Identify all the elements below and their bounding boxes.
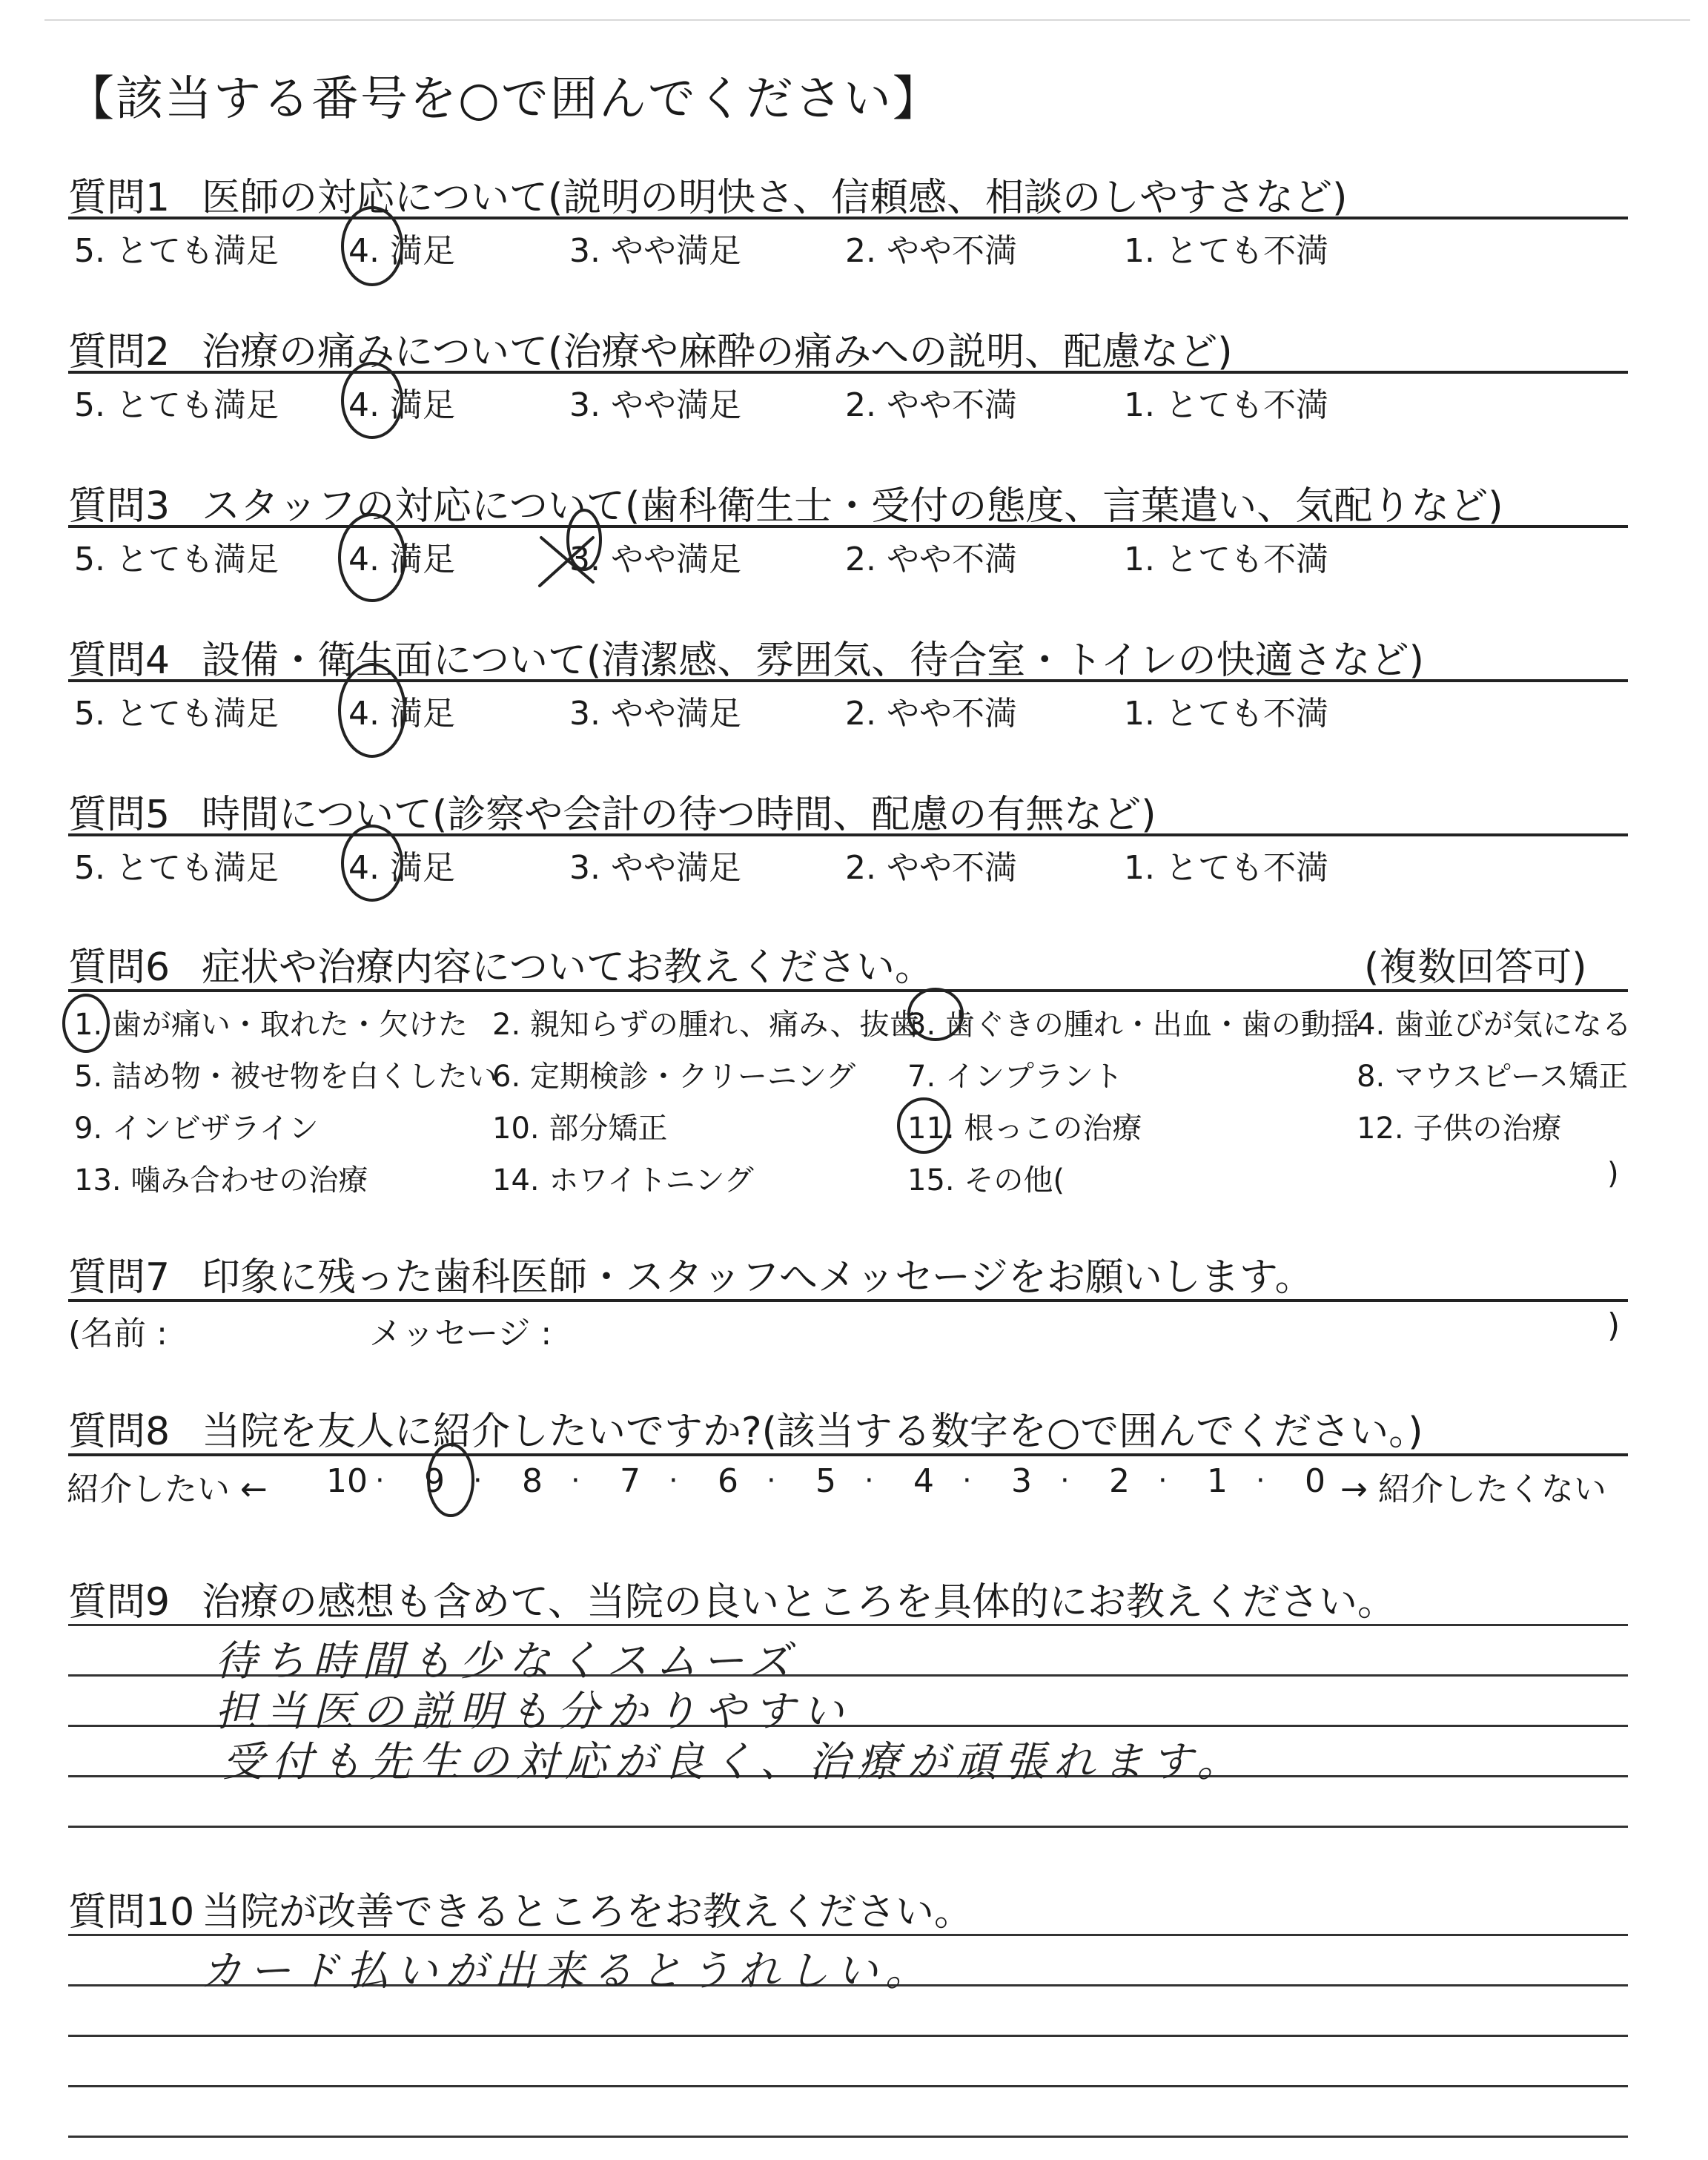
q4-text: 設備・衛生面について(清潔感、雰囲気、待合室・トイレの快適さなど) (202, 638, 1424, 683)
q1-option-3[interactable]: 3. やや満足 (569, 232, 741, 270)
q8-separator-dot: · (864, 1464, 874, 1498)
q3-option-2[interactable]: 2. やや不満 (845, 541, 1017, 578)
q8-number-0[interactable]: 0 (1305, 1462, 1325, 1500)
q1-option-5[interactable]: 5. とても満足 (74, 232, 279, 270)
q4-option-5[interactable]: 5. とても満足 (74, 695, 279, 733)
q4-option-4[interactable]: 4. 満足 (348, 695, 455, 733)
q3-option-5[interactable]: 5. とても満足 (74, 541, 279, 578)
q6-option-10[interactable]: 10. 部分矯正 (492, 1112, 668, 1146)
q9-label: 質問9 (68, 1580, 171, 1625)
q8-number-6[interactable]: 6 (718, 1462, 738, 1500)
q6-option-15[interactable]: 15. その他( (907, 1163, 1065, 1198)
q8-separator-dot: · (669, 1464, 678, 1498)
q9-answer-line-2: 担当医の説明も分かりやすい (215, 1688, 851, 1736)
q8-right-label: → 紹介したくない (1340, 1470, 1606, 1508)
q5-selection-circle (342, 826, 402, 900)
q8-separator-dot: · (473, 1464, 483, 1498)
q10-label: 質問10 (68, 1890, 195, 1935)
q4-selection-circle (340, 664, 405, 756)
q8-number-3[interactable]: 3 (1011, 1462, 1032, 1500)
q6-option-4[interactable]: 4. 歯並びが気になる (1357, 1008, 1632, 1042)
q6-option-7[interactable]: 7. インプラント (907, 1060, 1123, 1094)
q3-option-4[interactable]: 4. 満足 (348, 541, 455, 578)
q7-label: 質問7 (68, 1255, 171, 1300)
q8-number-1[interactable]: 1 (1207, 1462, 1228, 1500)
q6-option-11[interactable]: 11. 根っこの治療 (907, 1112, 1142, 1146)
q1-option-4[interactable]: 4. 満足 (348, 232, 455, 270)
q8-left-label: 紹介したい ← (67, 1470, 268, 1508)
q8-number-8[interactable]: 8 (522, 1462, 543, 1500)
q8-number-10[interactable]: 10 (326, 1462, 368, 1500)
q2-text: 治療の痛みについて(治療や麻酔の痛みへの説明、配慮など) (202, 330, 1233, 374)
q2-selection-circle (342, 363, 402, 437)
q2-option-3[interactable]: 3. やや満足 (569, 386, 741, 424)
q8-number-2[interactable]: 2 (1109, 1462, 1130, 1500)
q2-option-2[interactable]: 2. やや不満 (845, 386, 1017, 424)
q9-answer-line-3: 受付も先生の対応が良く、治療が頑張れます。 (222, 1738, 1246, 1786)
q3-option-3[interactable]: 3. やや満足 (569, 541, 741, 578)
q1-label: 質問1 (68, 176, 171, 220)
q8-text: 当院を友人に紹介したいですか?(該当する数字を○で囲んでください。) (202, 1410, 1423, 1454)
q7-message-label: メッセージ : (369, 1315, 552, 1353)
q6-opt3-circle (909, 989, 962, 1040)
q5-option-4[interactable]: 4. 満足 (348, 849, 455, 887)
q6-text: 症状や治療内容についてお教えください。 (202, 945, 933, 990)
q8-selection-circle (428, 1444, 473, 1516)
q7-text: 印象に残った歯科医師・スタッフへメッセージをお願いします。 (202, 1255, 1314, 1300)
q6-option-13[interactable]: 13. 噛み合わせの治療 (74, 1163, 368, 1198)
q8-separator-dot: · (571, 1464, 580, 1498)
q9-text: 治療の感想も含めて、当院の良いところを具体的にお教えください。 (202, 1580, 1396, 1625)
q6-option-5[interactable]: 5. 詰め物・被せ物を白くしたい (74, 1060, 497, 1094)
q5-option-2[interactable]: 2. やや不満 (845, 849, 1017, 887)
q2-option-4[interactable]: 4. 満足 (348, 386, 455, 424)
q10-answer-line-1: カード払いが出来るとうれしい。 (200, 1947, 934, 1995)
q1-selection-circle (342, 208, 402, 285)
q6-option-3[interactable]: 3. 歯ぐきの腫れ・出血・歯の動揺 (907, 1008, 1360, 1042)
q6-option-6[interactable]: 6. 定期検診・クリーニング (492, 1060, 856, 1094)
q4-option-3[interactable]: 3. やや満足 (569, 695, 741, 733)
q3-crossout-mark (540, 538, 593, 586)
q6-note: (複数回答可) (1364, 945, 1587, 990)
q3-option-1[interactable]: 1. とても不満 (1124, 541, 1328, 578)
q5-option-5[interactable]: 5. とても満足 (74, 849, 279, 887)
q4-option-2[interactable]: 2. やや不満 (845, 695, 1017, 733)
q3-label: 質問3 (68, 484, 171, 529)
q1-text: 医師の対応について(説明の明快さ、信頼感、相談のしやすさなど) (202, 176, 1348, 220)
q4-label: 質問4 (68, 638, 171, 683)
q1-option-2[interactable]: 2. やや不満 (845, 232, 1017, 270)
q8-number-5[interactable]: 5 (815, 1462, 836, 1500)
q9-answer-line-1: 待ち時間も少なくスムーズ (215, 1637, 798, 1685)
q6-option-1[interactable]: 1. 歯が痛い・取れた・欠けた (74, 1008, 468, 1042)
q8-separator-dot: · (1256, 1464, 1265, 1498)
q7-name-label: (名前 : (68, 1315, 168, 1353)
q5-option-3[interactable]: 3. やや満足 (569, 849, 741, 887)
q2-option-5[interactable]: 5. とても満足 (74, 386, 279, 424)
q8-number-4[interactable]: 4 (913, 1462, 934, 1500)
q2-label: 質問2 (68, 330, 171, 374)
q8-separator-dot: · (1158, 1464, 1168, 1498)
q6-option-2[interactable]: 2. 親知らずの腫れ、痛み、抜歯 (492, 1008, 919, 1042)
q8-number-9[interactable]: 9 (424, 1462, 445, 1500)
q6-option-9[interactable]: 9. インビザライン (74, 1112, 319, 1146)
q6-option-8[interactable]: 8. マウスピース矯正 (1357, 1060, 1629, 1094)
q3-selection-circle (340, 515, 405, 601)
q8-separator-dot: · (375, 1464, 385, 1498)
q6-option-12[interactable]: 12. 子供の治療 (1357, 1112, 1562, 1146)
q8-separator-dot: · (1060, 1464, 1070, 1498)
q8-label: 質問8 (68, 1410, 171, 1454)
form-heading: 【該当する番号を○で囲んでください】 (67, 72, 941, 127)
q2-option-1[interactable]: 1. とても不満 (1124, 386, 1328, 424)
q6-option-14[interactable]: 14. ホワイトニング (492, 1163, 754, 1198)
q8-separator-dot: · (767, 1464, 776, 1498)
q5-label: 質問5 (68, 793, 171, 837)
q8-number-7[interactable]: 7 (620, 1462, 640, 1500)
q8-separator-dot: · (962, 1464, 972, 1498)
q4-option-1[interactable]: 1. とても不満 (1124, 695, 1328, 733)
q3-crossout-circle (568, 510, 600, 569)
q5-option-1[interactable]: 1. とても不満 (1124, 849, 1328, 887)
q1-option-1[interactable]: 1. とても不満 (1124, 232, 1328, 270)
q3-text: スタッフの対応について(歯科衛生士・受付の態度、言葉遣い、気配りなど) (202, 484, 1503, 529)
q6-opt1-circle (64, 995, 108, 1051)
q6-label: 質問6 (68, 945, 171, 990)
q7-close-paren: ) (1607, 1307, 1621, 1344)
q6-opt11-circle (898, 1099, 949, 1152)
q6-other-close-paren: ) (1607, 1157, 1619, 1191)
q5-text: 時間について(診察や会計の待つ時間、配慮の有無など) (202, 793, 1156, 837)
q10-text: 当院が改善できるところをお教えください。 (202, 1890, 973, 1935)
